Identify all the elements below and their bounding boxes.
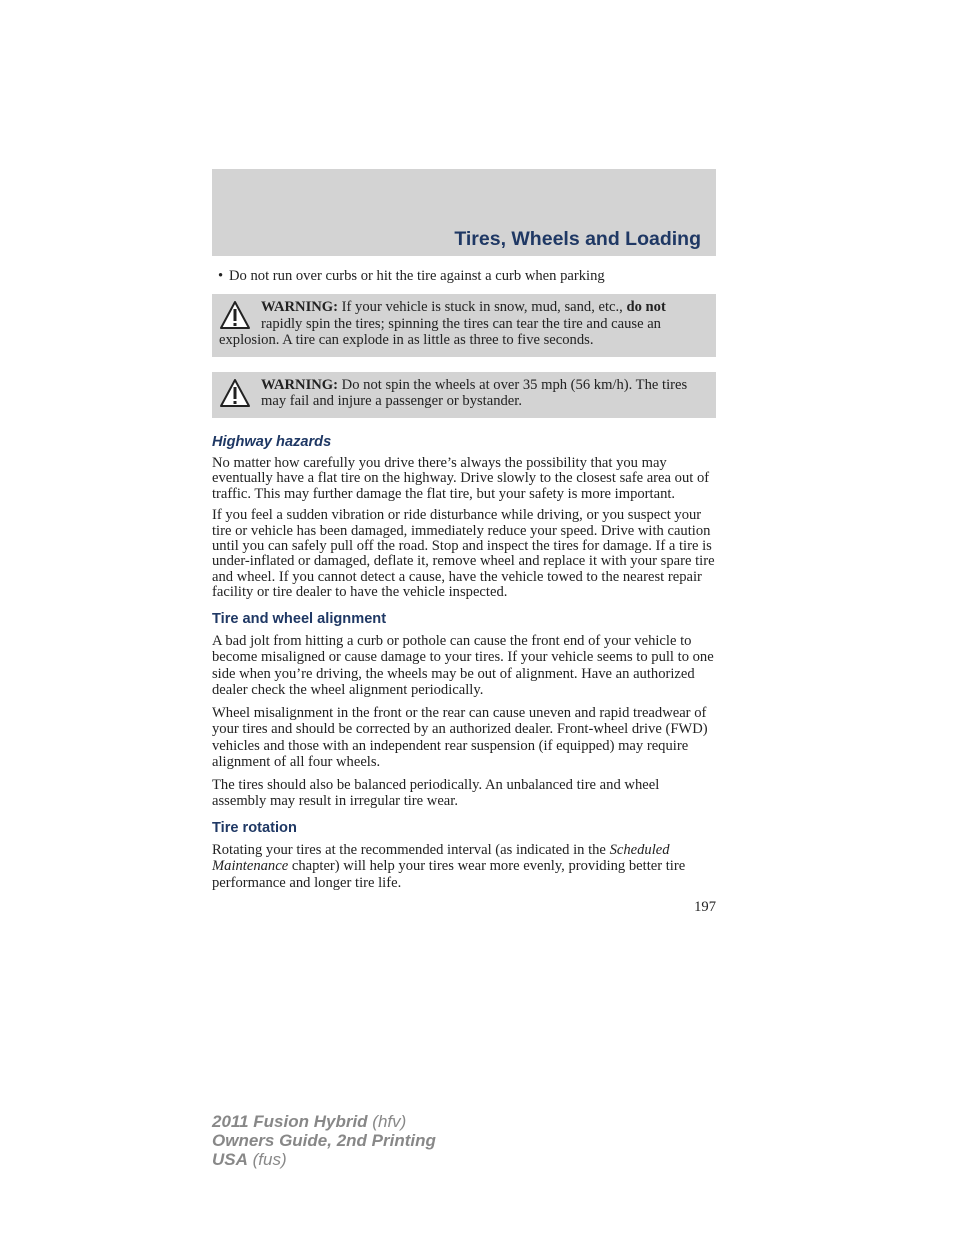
- warning-triangle-icon: [219, 378, 251, 408]
- warning-text: Do not spin the wheels at over 35 mph (56 km/h). The tires may fail and injure a passenger or bystander.: [261, 376, 688, 410]
- warning-emphasis: do not: [626, 299, 666, 316]
- paragraph: No matter how carefully you drive there’s always the possibility that you may eventually have a flat tire on the highway. Drive slowly to the closest safe area out of traffic. This may further damage the flat tire, but your safety is more important.: [212, 454, 710, 502]
- chapter-title: Tires, Wheels and Loading: [454, 228, 701, 250]
- bullet-dot-icon: •: [217, 268, 224, 284]
- warning-label: WARNING:: [261, 299, 339, 316]
- warning-box-1: [212, 294, 716, 357]
- warning-label: WARNING:: [261, 376, 339, 393]
- section-heading-alignment: Tire and wheel alignment: [212, 610, 387, 627]
- footer-market: USA: [212, 1150, 248, 1169]
- rotation-text-b: chapter) will help your tires wear more evenly, providing better tire performance and longer tire life.: [212, 858, 686, 891]
- bullet-text: Do not run over curbs or hit the tire against a curb when parking: [229, 268, 605, 284]
- paragraph: If you feel a sudden vibration or ride disturbance while driving, or you suspect your tire or vehicle has been damaged, immediately reduce your speed. Drive with caution until you can safely pull off the road. Stop and inspect the tires for damage. If a tire is under-inflated or damaged, deflate it, remove wheel and replace it with your spare tire and wheel. If you cannot detect a cause, have the vehicle towed to the nearest repair facility or tire dealer to have the vehicle inspected.: [212, 507, 715, 601]
- page-number: 197: [694, 899, 716, 916]
- warning-text-b: rapidly spin the tires; spinning the tires can tear the tire and cause an explosion. A tire can explode in as little as three to five seconds.: [219, 315, 661, 349]
- paragraph: The tires should also be balanced periodically. An unbalanced tire and wheel assembly may result in irregular tire wear.: [212, 776, 660, 810]
- footer-line-3: [212, 1150, 436, 1169]
- rotation-text-a: Rotating your tires at the recommended interval (as indicated in the: [212, 841, 610, 858]
- footer-edition: Owners Guide, 2nd Printing: [212, 1131, 436, 1150]
- section-heading-highway-hazards: Highway hazards: [212, 433, 332, 450]
- bullet-item: [212, 269, 716, 284]
- page-content: [212, 266, 716, 915]
- paragraph: Wheel misalignment in the front or the rear can cause uneven and rapid treadwear of your tires and should be corrected by an authorized dealer. Front-wheel drive (FWD) vehicles and those with an independent rear suspension (if equipped) may require alignment of all four wheels.: [212, 704, 708, 771]
- paragraph: [212, 842, 716, 892]
- warning-triangle-icon: [219, 300, 251, 330]
- footer: [212, 1112, 436, 1169]
- footer-market-code: (fus): [247, 1150, 287, 1169]
- paragraph: A bad jolt from hitting a curb or pothole can cause the front end of your vehicle to become misaligned or cause damage to your tires. If your vehicle seems to pull to one side when you’re driving, the wheels may be out of alignment. Have an authorized dealer check the wheel alignment periodically.: [212, 632, 714, 699]
- footer-line-1: [212, 1112, 436, 1131]
- section-heading-rotation: Tire rotation: [212, 819, 297, 836]
- footer-line-2: [212, 1131, 436, 1150]
- chapter-reference: Scheduled Maintenance: [212, 841, 670, 875]
- chapter-header-band: [212, 169, 716, 256]
- footer-model-code: (hfv): [367, 1112, 407, 1131]
- warning-text-a: If your vehicle is stuck in snow, mud, sand, etc.,: [338, 299, 627, 316]
- warning-box-2: [212, 372, 716, 418]
- footer-model: 2011 Fusion Hybrid: [212, 1112, 368, 1131]
